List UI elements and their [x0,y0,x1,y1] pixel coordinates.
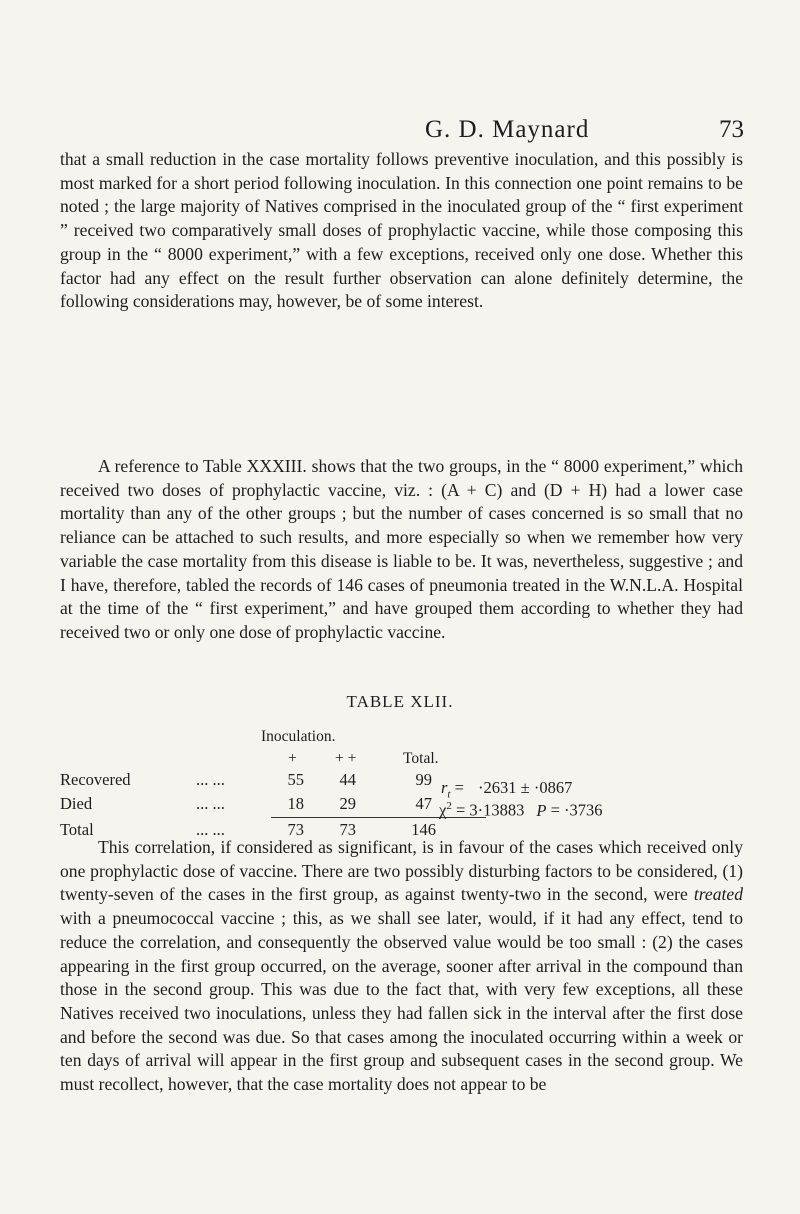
cell-total: 99 [415,770,432,789]
table-title: TABLE XLII. [346,692,454,711]
row-label: Total [60,820,94,839]
row-label: Recovered [60,770,131,789]
cell-single: 55 [287,770,304,789]
chi-equals: = [451,800,470,820]
chi-square-result [439,800,603,821]
chi-superscript: 2 [446,800,452,812]
cell-single: 18 [287,794,304,813]
p-value: ·3736 [564,800,603,820]
table-group-header: Inoculation. [261,728,336,745]
cell-double: 73 [339,820,356,839]
column-header-double: + + [335,750,357,767]
r-subscript: t [447,788,451,801]
column-header-total: Total. [403,750,439,767]
page-header [0,116,800,146]
r-probable-error: ·0867 [533,778,573,797]
paragraph-3-end: with a pneumococcal vaccine ; this, as we shall see later, would, if it had any effect, tend to reduce the correlation, and consequently the observed value would be too small : (2) the cases appearing in the first group occurred, on the average, sooner after arrival in the compound than those in the second group. This was due to the fact that, with very few exceptions, all these Natives received two inoculations, unless they had fallen sick in the interval after the first dose and before the second was due. So that cases among the inoculated occurring within a week or ten days of arrival will appear in the first group and subsequent cases in the second group. We must recollect, however, that the case mortality does not appear to be [60,908,743,1095]
chi-symbol: χ [439,800,447,820]
cell-double: 44 [339,770,356,789]
cell-single: 73 [287,820,304,839]
paragraph-3-start: This correlation, if considered as significant, is in favour of the cases which received only one prophylactic dose of vaccine. There are two possibly disturbing factors to be considered, (1) twenty-seven of the cases in the first group, as against twenty-two in the second, were [60,837,743,905]
column-header-single: + [288,750,297,767]
row-label: Died [60,794,93,813]
page-number: 73 [719,116,744,143]
cell-total: 47 [415,794,432,813]
cell-total: 146 [411,820,436,839]
chi-value: 3·13883 [469,800,525,820]
paragraph-2: A reference to Table XXXIII. shows that the two groups, in the “ 8000 experiment,” which received two doses of prophylactic vaccine, viz. : (A + C) and (D + H) had a lower case mortality than any of the other groups ; but the number of cases concerned is so small that no reliance can be attached to such results, and more especially so when we remember how very variable the case mortality from this disease is liable to be. It was, nevertheless, suggestive ; and I have, therefore, tabled the records of 146 cases of pneumonia treated in the W.N.L.A. Hospital at the time of the “ first experiment,” and have grouped them according to whether they had received two or only one dose of prophylactic vaccine. [60,456,743,642]
p-equals: = [546,800,565,820]
plus-minus: ± [516,778,534,797]
running-head: G. D. Maynard [425,116,590,143]
cell-double: 29 [339,794,356,813]
paragraph-3-italic: treated [693,884,743,905]
paragraph-3 [60,836,743,1097]
correlation-coefficient [441,778,572,800]
r-value: ·2631 [478,778,517,797]
paragraph-1: that a small reduction in the case mortality follows preventive inoculation, and this possibly is most marked for a short period following inoculation. In this connection one point remains to be noted ; the large majority of Natives comprised in the inoculated group of the “ first experiment ” received two comparatively small doses of prophylactic vaccine, while those composing this group in the “ 8000 experiment,” with a few exceptions, received only one dose. Whether this factor had any effect on the result further observation can alone definitely determine, the following considerations may, however, be of some interest. [60,149,743,312]
p-symbol: P [536,800,547,820]
r-symbol: r [441,778,448,797]
row-leader: ... ... [196,770,225,789]
row-leader: ... ... [196,794,225,813]
r-equals: = [450,778,469,797]
row-leader: ... ... [196,820,225,839]
